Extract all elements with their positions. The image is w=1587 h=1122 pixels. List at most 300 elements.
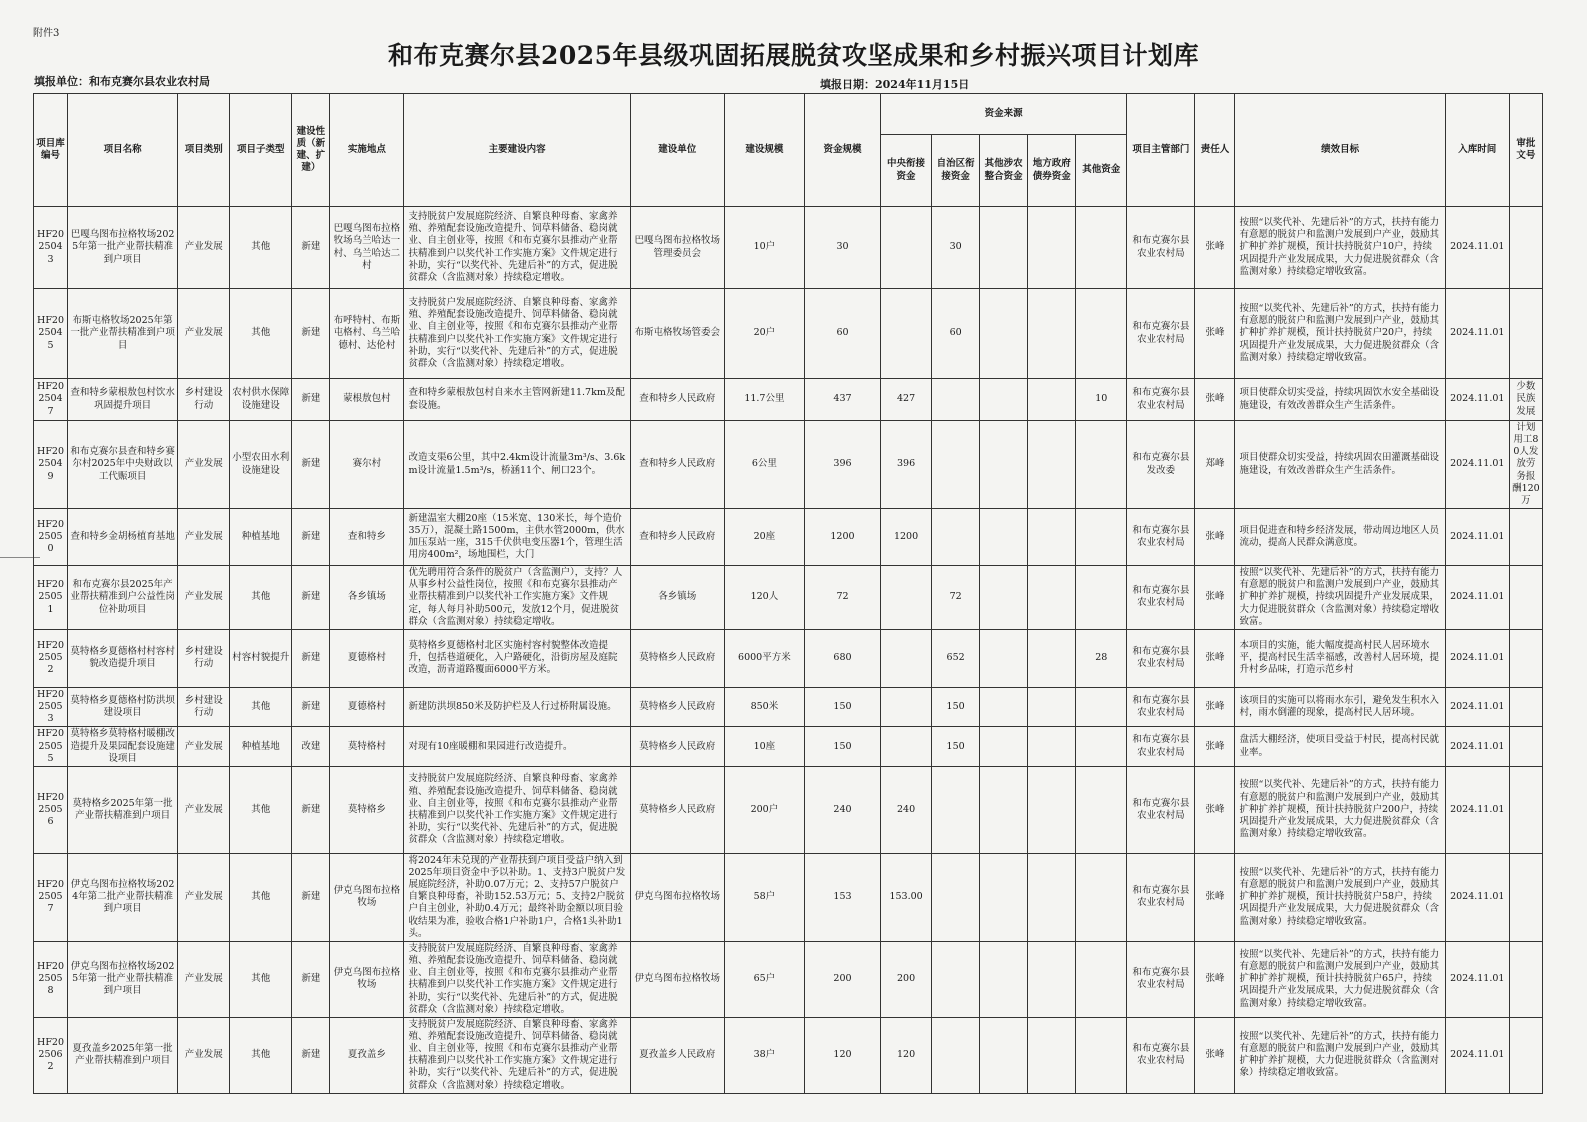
cell-nature: 新建 (292, 207, 330, 289)
cell-funds: 153 (804, 853, 880, 941)
table-row (34, 766, 1543, 853)
cell-content: 支持脱贫户发展庭院经济、自繁良种母畜、家禽养殖、养殖配套设施改造提升、饲草料储备、稳岗就业、自主创业等，按照《和布克赛尔县推动产业帮扶精准到户以奖代补工作实施方案》文件规定进行补助，实行“以奖代补、先建后补”的方式，促进脱贫群众（含监测对象）持续稳定增收。 (404, 207, 630, 289)
cell-person: 张峰 (1195, 289, 1235, 379)
cell-other: 28 (1076, 629, 1127, 687)
cell-category: 乡村建设行动 (178, 687, 230, 726)
cell-unit: 伊克乌图布拉格牧场 (630, 941, 724, 1017)
cell-name: 布斯屯格牧场2025年第一批产业帮扶精准到户项目 (68, 289, 178, 379)
cell-approval (1509, 727, 1542, 766)
cell-perf: 盘活大棚经济，使项目受益于村民，提高村民就业率。 (1235, 727, 1445, 766)
cell-perf: 按照“以奖代补、先建后补”的方式，扶持有能力有意愿的脱贫户和监测户发展到户产业，鼓励其扩种扩养扩规模，预计扶持脱贫户20户，持续巩固提升产业发展成果，大力促进脱贫群众（含监测对象）持续稳定增收致富。 (1235, 289, 1445, 379)
cell-code: HF2025049 (34, 421, 68, 509)
cell-scale: 65户 (724, 941, 804, 1017)
filling-date: 填报日期：2024年11月15日 (820, 78, 970, 91)
cell-scale: 200户 (724, 766, 804, 853)
cell-code: HF2025051 (34, 566, 68, 630)
cell-name: 伊克乌图布拉格牧场2025年第一批产业帮扶精准到户项目 (68, 941, 178, 1017)
cell-agri (980, 629, 1028, 687)
header-name: 项目名称 (68, 94, 178, 207)
cell-name: 查和特乡蒙根敖包村饮水巩固提升项目 (68, 379, 178, 421)
cell-perf: 项目使群众切实受益，持续巩固农田灌溉基础设施建设，有效改善群众生产生活条件。 (1235, 421, 1445, 509)
cell-content: 改造支渠6公里，其中2.4km设计流量3m³/s、3.6km设计流量1.5m³/s，桥涵11个、闸口23个。 (404, 421, 630, 509)
cell-dept: 和布克赛尔县发改委 (1127, 421, 1195, 509)
cell-regional (932, 766, 980, 853)
cell-perf: 按照“以奖代补、先建后补”的方式，扶持有能力有意愿的脱贫户和监测户发展到户产业，鼓励其扩种扩养扩规模，持续巩固提升产业发展成果，大力促进脱贫群众（含监测对象）持续稳定增收致富。 (1235, 566, 1445, 630)
cell-agri (980, 509, 1028, 566)
cell-agri (980, 207, 1028, 289)
cell-approval (1509, 207, 1542, 289)
cell-category: 产业发展 (178, 727, 230, 766)
cell-dept: 和布克赛尔县农业农村局 (1127, 941, 1195, 1017)
cell-nature: 新建 (292, 566, 330, 630)
cell-unit: 查和特乡人民政府 (630, 509, 724, 566)
cell-agri (980, 289, 1028, 379)
cell-approval (1509, 629, 1542, 687)
cell-subtype: 村容村貌提升 (230, 629, 292, 687)
header-perf: 绩效目标 (1235, 94, 1445, 207)
cell-nature: 新建 (292, 941, 330, 1017)
cell-regional (932, 853, 980, 941)
cell-nature: 新建 (292, 687, 330, 726)
cell-subtype: 其他 (230, 207, 292, 289)
cell-subtype: 其他 (230, 853, 292, 941)
cell-person: 张峰 (1195, 727, 1235, 766)
cell-person: 郑峰 (1195, 421, 1235, 509)
cell-central: 200 (881, 941, 932, 1017)
cell-funds: 120 (804, 1017, 880, 1093)
table-header (34, 94, 1543, 207)
cell-perf: 按照“以奖代补、先建后补”的方式，扶持有能力有意愿的脱贫户和监测户发展到户产业，鼓励其扩种扩养扩规模，预计扶持脱贫户10户，持续巩固提升产业发展成果，大力促进脱贫群众（含监测对象）持续稳定增收致富。 (1235, 207, 1445, 289)
cell-perf: 本项目的实施，能大幅度提高村民人居环境水平，提高村民生活幸福感，改善村人居环境，提升村乡品味，打造示范乡村 (1235, 629, 1445, 687)
cell-agri (980, 421, 1028, 509)
header-funds: 资金规模 (804, 94, 880, 207)
header-dept: 项目主管部门 (1127, 94, 1195, 207)
cell-code: HF2025052 (34, 629, 68, 687)
cell-nature: 新建 (292, 421, 330, 509)
cell-funds: 680 (804, 629, 880, 687)
cell-bond (1028, 629, 1076, 687)
cell-central (881, 566, 932, 630)
cell-regional: 72 (932, 566, 980, 630)
cell-location: 布呼特村、布斯屯格村、乌兰哈德村、达伦村 (330, 289, 404, 379)
table-row (34, 509, 1543, 566)
cell-code: HF2025062 (34, 1017, 68, 1093)
cell-date: 2024.11.01 (1445, 509, 1509, 566)
cell-content: 对现有10座暖棚和果园进行改造提升。 (404, 727, 630, 766)
cell-scale: 58户 (724, 853, 804, 941)
cell-category: 乡村建设行动 (178, 379, 230, 421)
cell-scale: 120人 (724, 566, 804, 630)
table-row (34, 853, 1543, 941)
cell-date: 2024.11.01 (1445, 727, 1509, 766)
cell-unit: 莫特格乡人民政府 (630, 766, 724, 853)
cell-scale: 38户 (724, 1017, 804, 1093)
cell-category: 产业发展 (178, 566, 230, 630)
cell-dept: 和布克赛尔县农业农村局 (1127, 1017, 1195, 1093)
cell-subtype: 小型农田水利设施建设 (230, 421, 292, 509)
cell-name: 夏孜盖乡2025年第一批产业帮扶精准到户项目 (68, 1017, 178, 1093)
cell-bond (1028, 289, 1076, 379)
cell-other (1076, 509, 1127, 566)
header-central: 中央衔接资金 (881, 135, 932, 207)
cell-person: 张峰 (1195, 566, 1235, 630)
cell-subtype: 其他 (230, 289, 292, 379)
cell-other (1076, 687, 1127, 726)
cell-unit: 巴嘎乌图布拉格牧场管理委员会 (630, 207, 724, 289)
cell-name: 莫特格乡夏德格村防洪坝建设项目 (68, 687, 178, 726)
cell-other (1076, 566, 1127, 630)
table-row (34, 941, 1543, 1017)
header-other: 其他资金 (1076, 135, 1127, 207)
cell-bond (1028, 207, 1076, 289)
cell-agri (980, 941, 1028, 1017)
cell-content: 支持脱贫户发展庭院经济、自繁良种母畜、家禽养殖、养殖配套设施改造提升、饲草料储备、稳岗就业、自主创业等，按照《和布克赛尔县推动产业帮扶精准到户以奖代补工作实施方案》文件规定进行补助，实行“以奖代补、先建后补”的方式，促进脱贫群众（含监测对象）持续稳定增收。 (404, 1017, 630, 1093)
cell-regional: 30 (932, 207, 980, 289)
cell-code: HF2025056 (34, 766, 68, 853)
cell-content: 支持脱贫户发展庭院经济、自繁良种母畜、家禽养殖、养殖配套设施改造提升、饲草料储备、稳岗就业、自主创业等，按照《和布克赛尔县推动产业帮扶精准到户以奖代补工作实施方案》文件规定进行补助，实行“以奖代补、先建后补”的方式，促进脱贫群众（含监测对象）持续稳定增收。 (404, 766, 630, 853)
cell-agri (980, 566, 1028, 630)
cell-code: HF2025043 (34, 207, 68, 289)
cell-funds: 72 (804, 566, 880, 630)
cell-unit: 夏孜盖乡人民政府 (630, 1017, 724, 1093)
cell-other (1076, 421, 1127, 509)
cell-code: HF2025058 (34, 941, 68, 1017)
cell-approval (1509, 853, 1542, 941)
cell-dept: 和布克赛尔县农业农村局 (1127, 289, 1195, 379)
cell-name: 和布克赛尔县2025年产业帮扶精准到户公益性岗位补助项目 (68, 566, 178, 630)
header-agri: 其他涉农整合资金 (980, 135, 1028, 207)
cell-subtype: 其他 (230, 687, 292, 726)
cell-content: 支持脱贫户发展庭院经济、自繁良种母畜、家禽养殖、养殖配套设施改造提升、饲草料储备、稳岗就业、自主创业等，按照《和布克赛尔县推动产业帮扶精准到户以奖代补工作实施方案》文件规定进行补助，实行“以奖代补、先建后补”的方式，促进脱贫群众（含监测对象）持续稳定增收。 (404, 289, 630, 379)
header-category: 项目类别 (178, 94, 230, 207)
cell-person: 张峰 (1195, 379, 1235, 421)
cell-bond (1028, 727, 1076, 766)
cell-nature: 改建 (292, 727, 330, 766)
cell-date: 2024.11.01 (1445, 289, 1509, 379)
cell-content: 新建防洪坝850米及防护栏及人行过桥附属设施。 (404, 687, 630, 726)
table-row (34, 421, 1543, 509)
cell-scale: 6000平方米 (724, 629, 804, 687)
cell-approval (1509, 566, 1542, 630)
cell-central (881, 289, 932, 379)
cell-person: 张峰 (1195, 941, 1235, 1017)
cell-agri (980, 379, 1028, 421)
cell-agri (980, 853, 1028, 941)
cell-location: 伊克乌图布拉格牧场 (330, 853, 404, 941)
cell-perf: 按照“以奖代补、先建后补”的方式，扶持有能力有意愿的脱贫户和监测户发展到户产业，鼓励其扩种扩养扩规模，预计扶持脱贫户58户，持续巩固提升产业发展成果，大力促进脱贫群众（含监测对象）持续稳定增收致富。 (1235, 853, 1445, 941)
cell-subtype: 农村供水保障设施建设 (230, 379, 292, 421)
table-row (34, 687, 1543, 726)
cell-perf: 按照“以奖代补、先建后补”的方式，扶持有能力有意愿的脱贫户和监测户发展到户产业，鼓励其扩种扩养扩规模，预计扶持脱贫户65户，持续巩固提升产业发展成果，大力促进脱贫群众（含监测对象）持续稳定增收致富。 (1235, 941, 1445, 1017)
cell-name: 和布克赛尔县查和特乡赛尔村2025年中央财政以工代赈项目 (68, 421, 178, 509)
cell-code: HF2025055 (34, 727, 68, 766)
cell-other: 10 (1076, 379, 1127, 421)
cell-dept: 和布克赛尔县农业农村局 (1127, 853, 1195, 941)
cell-scale: 6公里 (724, 421, 804, 509)
cell-location: 夏孜盖乡 (330, 1017, 404, 1093)
cell-date: 2024.11.01 (1445, 766, 1509, 853)
cell-unit: 莫特格乡人民政府 (630, 629, 724, 687)
cell-date: 2024.11.01 (1445, 629, 1509, 687)
cell-approval: 少数民族发展 (1509, 379, 1542, 421)
cell-category: 产业发展 (178, 509, 230, 566)
cell-location: 夏德格村 (330, 687, 404, 726)
table-row (34, 207, 1543, 289)
cell-central (881, 687, 932, 726)
header-nature: 建设性质（新建、扩建） (292, 94, 330, 207)
cell-nature: 新建 (292, 629, 330, 687)
cell-scale: 20户 (724, 289, 804, 379)
cell-date: 2024.11.01 (1445, 207, 1509, 289)
cell-bond (1028, 853, 1076, 941)
cell-dept: 和布克赛尔县农业农村局 (1127, 566, 1195, 630)
cell-perf: 按照“以奖代补、先建后补”的方式，扶持有能力有意愿的脱贫户和监测户发展到户产业，鼓励其扩种扩养扩规模，预计扶持脱贫户200户，持续巩固提升产业发展成果，大力促进脱贫群众（含监测对象）持续稳定增收致富。 (1235, 766, 1445, 853)
filling-unit: 填报单位：和布克赛尔县农业农村局 (34, 75, 210, 88)
cell-unit: 莫特格乡人民政府 (630, 727, 724, 766)
table-row (34, 629, 1543, 687)
project-table (33, 93, 1543, 1094)
cell-central: 240 (881, 766, 932, 853)
cell-person: 张峰 (1195, 687, 1235, 726)
cell-nature: 新建 (292, 1017, 330, 1093)
cell-central (881, 629, 932, 687)
cell-funds: 150 (804, 727, 880, 766)
cell-nature: 新建 (292, 509, 330, 566)
cell-location: 莫特格乡 (330, 766, 404, 853)
cell-dept: 和布克赛尔县农业农村局 (1127, 629, 1195, 687)
cell-unit: 伊克乌图布拉格牧场 (630, 853, 724, 941)
cell-code: HF2025047 (34, 379, 68, 421)
header-unit: 建设单位 (630, 94, 724, 207)
cell-regional (932, 379, 980, 421)
cell-agri (980, 1017, 1028, 1093)
cell-location: 各乡镇场 (330, 566, 404, 630)
cell-other (1076, 289, 1127, 379)
cell-funds: 437 (804, 379, 880, 421)
cell-approval (1509, 1017, 1542, 1093)
cell-subtype: 种植基地 (230, 727, 292, 766)
cell-approval (1509, 687, 1542, 726)
cell-name: 莫特格乡2025年第一批产业帮扶精准到户项目 (68, 766, 178, 853)
cell-bond (1028, 379, 1076, 421)
cell-nature: 新建 (292, 379, 330, 421)
cell-bond (1028, 509, 1076, 566)
page-title: 和布克赛尔县2025年县级巩固拓展脱贫攻坚成果和乡村振兴项目计划库 (387, 41, 1200, 70)
cell-central: 427 (881, 379, 932, 421)
cell-approval (1509, 509, 1542, 566)
cell-perf: 该项目的实施可以将雨水东引，避免发生积水入村，雨水倒灌的现象，提高村民人居环境。 (1235, 687, 1445, 726)
cell-person: 张峰 (1195, 853, 1235, 941)
cell-name: 莫特格乡莫特格村暖棚改造提升及果园配套设施建设项目 (68, 727, 178, 766)
header-code: 项目库编号 (34, 94, 68, 207)
cell-approval (1509, 289, 1542, 379)
cell-scale: 10户 (724, 207, 804, 289)
cell-central: 1200 (881, 509, 932, 566)
cell-other (1076, 207, 1127, 289)
cell-content: 将2024年未兑现的产业帮扶到户项目受益户纳入到2025年项目资金中予以补助。1、支持3户脱贫户发展庭院经济，补助0.07万元；2、支持57户脱贫户自繁良种母畜，补助152.53万元；5、支持2户脱贫户自主创业，补助0.4万元；最终补助金额以项目验收结果为准，验收合格1户补助1户，合格1头补助1头。 (404, 853, 630, 941)
table-row (34, 289, 1543, 379)
table-row (34, 727, 1543, 766)
cell-category: 乡村建设行动 (178, 629, 230, 687)
cell-agri (980, 766, 1028, 853)
cell-perf: 项目促进查和特乡经济发展，带动周边地区人员流动，提高人民群众满意度。 (1235, 509, 1445, 566)
table-body (34, 207, 1543, 1094)
cell-location: 蒙根敖包村 (330, 379, 404, 421)
cell-content: 莫特格乡夏德格村北区实施村容村貌整体改造提升，包括巷道硬化，入户路硬化，沿街房屋及庭院改造，沥青道路覆面6000平方米。 (404, 629, 630, 687)
cell-date: 2024.11.01 (1445, 566, 1509, 630)
cell-funds: 200 (804, 941, 880, 1017)
header-scale: 建设规模 (724, 94, 804, 207)
header-content: 主要建设内容 (404, 94, 630, 207)
cell-date: 2024.11.01 (1445, 421, 1509, 509)
cell-regional: 60 (932, 289, 980, 379)
cell-central: 153.00 (881, 853, 932, 941)
cell-location: 查和特乡 (330, 509, 404, 566)
cell-other (1076, 853, 1127, 941)
cell-category: 产业发展 (178, 1017, 230, 1093)
cell-perf: 项目使群众切实受益，持续巩固饮水安全基础设施建设，有效改善群众生产生活条件。 (1235, 379, 1445, 421)
cell-date: 2024.11.01 (1445, 1017, 1509, 1093)
table-row (34, 379, 1543, 421)
header-subtype: 项目子类型 (230, 94, 292, 207)
cell-other (1076, 1017, 1127, 1093)
cell-dept: 和布克赛尔县农业农村局 (1127, 766, 1195, 853)
cell-central (881, 727, 932, 766)
cell-funds: 60 (804, 289, 880, 379)
cell-content: 优先聘用符合条件的脱贫户（含监测户），支持？人从事乡村公益性岗位，按照《和布克赛尔县推动产业帮扶精准到户以奖代补工作实施方案》文件规定，每人每月补助500元，发放12个月，促进脱贫群众（含监测对象）持续稳定增收。 (404, 566, 630, 630)
table-row (34, 1017, 1543, 1093)
cell-location: 夏德格村 (330, 629, 404, 687)
cell-date: 2024.11.01 (1445, 379, 1509, 421)
cell-dept: 和布克赛尔县农业农村局 (1127, 509, 1195, 566)
cell-content: 支持脱贫户发展庭院经济、自繁良种母畜、家禽养殖、养殖配套设施改造提升、饲草料储备、稳岗就业、自主创业等，按照《和布克赛尔县推动产业帮扶精准到户以奖代补工作实施方案》文件规定进行补助，实行“以奖代补、先建后补”的方式，促进脱贫群众（含监测对象）持续稳定增收。 (404, 941, 630, 1017)
cell-code: HF2025053 (34, 687, 68, 726)
cell-date: 2024.11.01 (1445, 941, 1509, 1017)
cell-category: 产业发展 (178, 766, 230, 853)
cell-bond (1028, 941, 1076, 1017)
cell-bond (1028, 687, 1076, 726)
cell-subtype: 其他 (230, 566, 292, 630)
cell-bond (1028, 1017, 1076, 1093)
cell-perf: 按照“以奖代补、先建后补”的方式，扶持有能力有意愿的脱贫户和监测户发展到户产业，鼓励其扩种扩养扩规模，大力促进脱贫群众（含监测对象）持续稳定增收致富。 (1235, 1017, 1445, 1093)
cell-code: HF2025050 (34, 509, 68, 566)
cell-agri (980, 687, 1028, 726)
cell-funds: 150 (804, 687, 880, 726)
cell-approval (1509, 941, 1542, 1017)
cell-name: 莫特格乡夏德格村村容村貌改造提升项目 (68, 629, 178, 687)
cell-agri (980, 727, 1028, 766)
cell-bond (1028, 566, 1076, 630)
cell-unit: 布斯屯格牧场管委会 (630, 289, 724, 379)
cell-scale: 20座 (724, 509, 804, 566)
cell-funds: 30 (804, 207, 880, 289)
cell-bond (1028, 766, 1076, 853)
cell-other (1076, 941, 1127, 1017)
cell-name: 伊克乌图布拉格牧场2024年第二批产业帮扶精准到户项目 (68, 853, 178, 941)
cell-scale: 10座 (724, 727, 804, 766)
cell-regional (932, 509, 980, 566)
cell-central (881, 207, 932, 289)
cell-unit: 查和特乡人民政府 (630, 379, 724, 421)
cell-location: 巴嘎乌图布拉格牧场乌兰哈达一村、乌兰哈达二村 (330, 207, 404, 289)
header-bond: 地方政府债券资金 (1028, 135, 1076, 207)
cell-nature: 新建 (292, 853, 330, 941)
cell-regional: 652 (932, 629, 980, 687)
cell-category: 产业发展 (178, 941, 230, 1017)
cell-category: 产业发展 (178, 421, 230, 509)
cell-person: 张峰 (1195, 1017, 1235, 1093)
cell-dept: 和布克赛尔县农业农村局 (1127, 727, 1195, 766)
cell-content: 新建温室大棚20座（15米宽、130米长，每个造价35万），混凝土路1500m，主供水管2000m，供水加压泵站一座，315千伏供电变压器1个，管理生活用房400m²，场地围栏，大门 (404, 509, 630, 566)
cell-regional (932, 421, 980, 509)
cell-code: HF2025045 (34, 289, 68, 379)
cell-category: 产业发展 (178, 853, 230, 941)
cell-person: 张峰 (1195, 766, 1235, 853)
cell-approval: 计划用工80人发放劳务报酬120万 (1509, 421, 1542, 509)
header-date: 入库时间 (1445, 94, 1509, 207)
cell-regional (932, 1017, 980, 1093)
header-location: 实施地点 (330, 94, 404, 207)
cell-regional: 150 (932, 687, 980, 726)
header-approval: 审批文号 (1509, 94, 1542, 207)
cell-funds: 1200 (804, 509, 880, 566)
cell-unit: 莫特格乡人民政府 (630, 687, 724, 726)
cell-nature: 新建 (292, 766, 330, 853)
cell-funds: 396 (804, 421, 880, 509)
cell-scale: 850米 (724, 687, 804, 726)
cell-subtype: 种植基地 (230, 509, 292, 566)
table-row (34, 566, 1543, 630)
cell-location: 伊克乌图布拉格牧场 (330, 941, 404, 1017)
header-person: 责任人 (1195, 94, 1235, 207)
cell-person: 张峰 (1195, 509, 1235, 566)
header-fund-source: 资金来源 (881, 94, 1127, 135)
cell-content: 查和特乡蒙根敖包村自来水主管网新建11.7km及配套设施。 (404, 379, 630, 421)
cell-date: 2024.11.01 (1445, 853, 1509, 941)
cell-other (1076, 766, 1127, 853)
cell-subtype: 其他 (230, 1017, 292, 1093)
cell-name: 巴嘎乌图布拉格牧场2025年第一批产业帮扶精准到户项目 (68, 207, 178, 289)
cell-date: 2024.11.01 (1445, 687, 1509, 726)
cell-funds: 240 (804, 766, 880, 853)
cell-regional: 150 (932, 727, 980, 766)
cell-scale: 11.7公里 (724, 379, 804, 421)
cell-central: 120 (881, 1017, 932, 1093)
cell-subtype: 其他 (230, 766, 292, 853)
cell-dept: 和布克赛尔县农业农村局 (1127, 687, 1195, 726)
cell-nature: 新建 (292, 289, 330, 379)
cell-unit: 查和特乡人民政府 (630, 421, 724, 509)
cell-subtype: 其他 (230, 941, 292, 1017)
cell-other (1076, 727, 1127, 766)
header-regional: 自治区衔接资金 (932, 135, 980, 207)
cell-category: 产业发展 (178, 289, 230, 379)
cell-central: 396 (881, 421, 932, 509)
cell-category: 产业发展 (178, 207, 230, 289)
cell-dept: 和布克赛尔县农业农村局 (1127, 379, 1195, 421)
cell-approval (1509, 766, 1542, 853)
cell-person: 张峰 (1195, 629, 1235, 687)
cell-location: 莫特格村 (330, 727, 404, 766)
cell-code: HF2025057 (34, 853, 68, 941)
cell-location: 赛尔村 (330, 421, 404, 509)
cell-dept: 和布克赛尔县农业农村局 (1127, 207, 1195, 289)
cell-name: 查和特乡金胡杨植育基地 (68, 509, 178, 566)
cell-person: 张峰 (1195, 207, 1235, 289)
cell-unit: 各乡镇场 (630, 566, 724, 630)
cell-regional (932, 941, 980, 1017)
cell-bond (1028, 421, 1076, 509)
